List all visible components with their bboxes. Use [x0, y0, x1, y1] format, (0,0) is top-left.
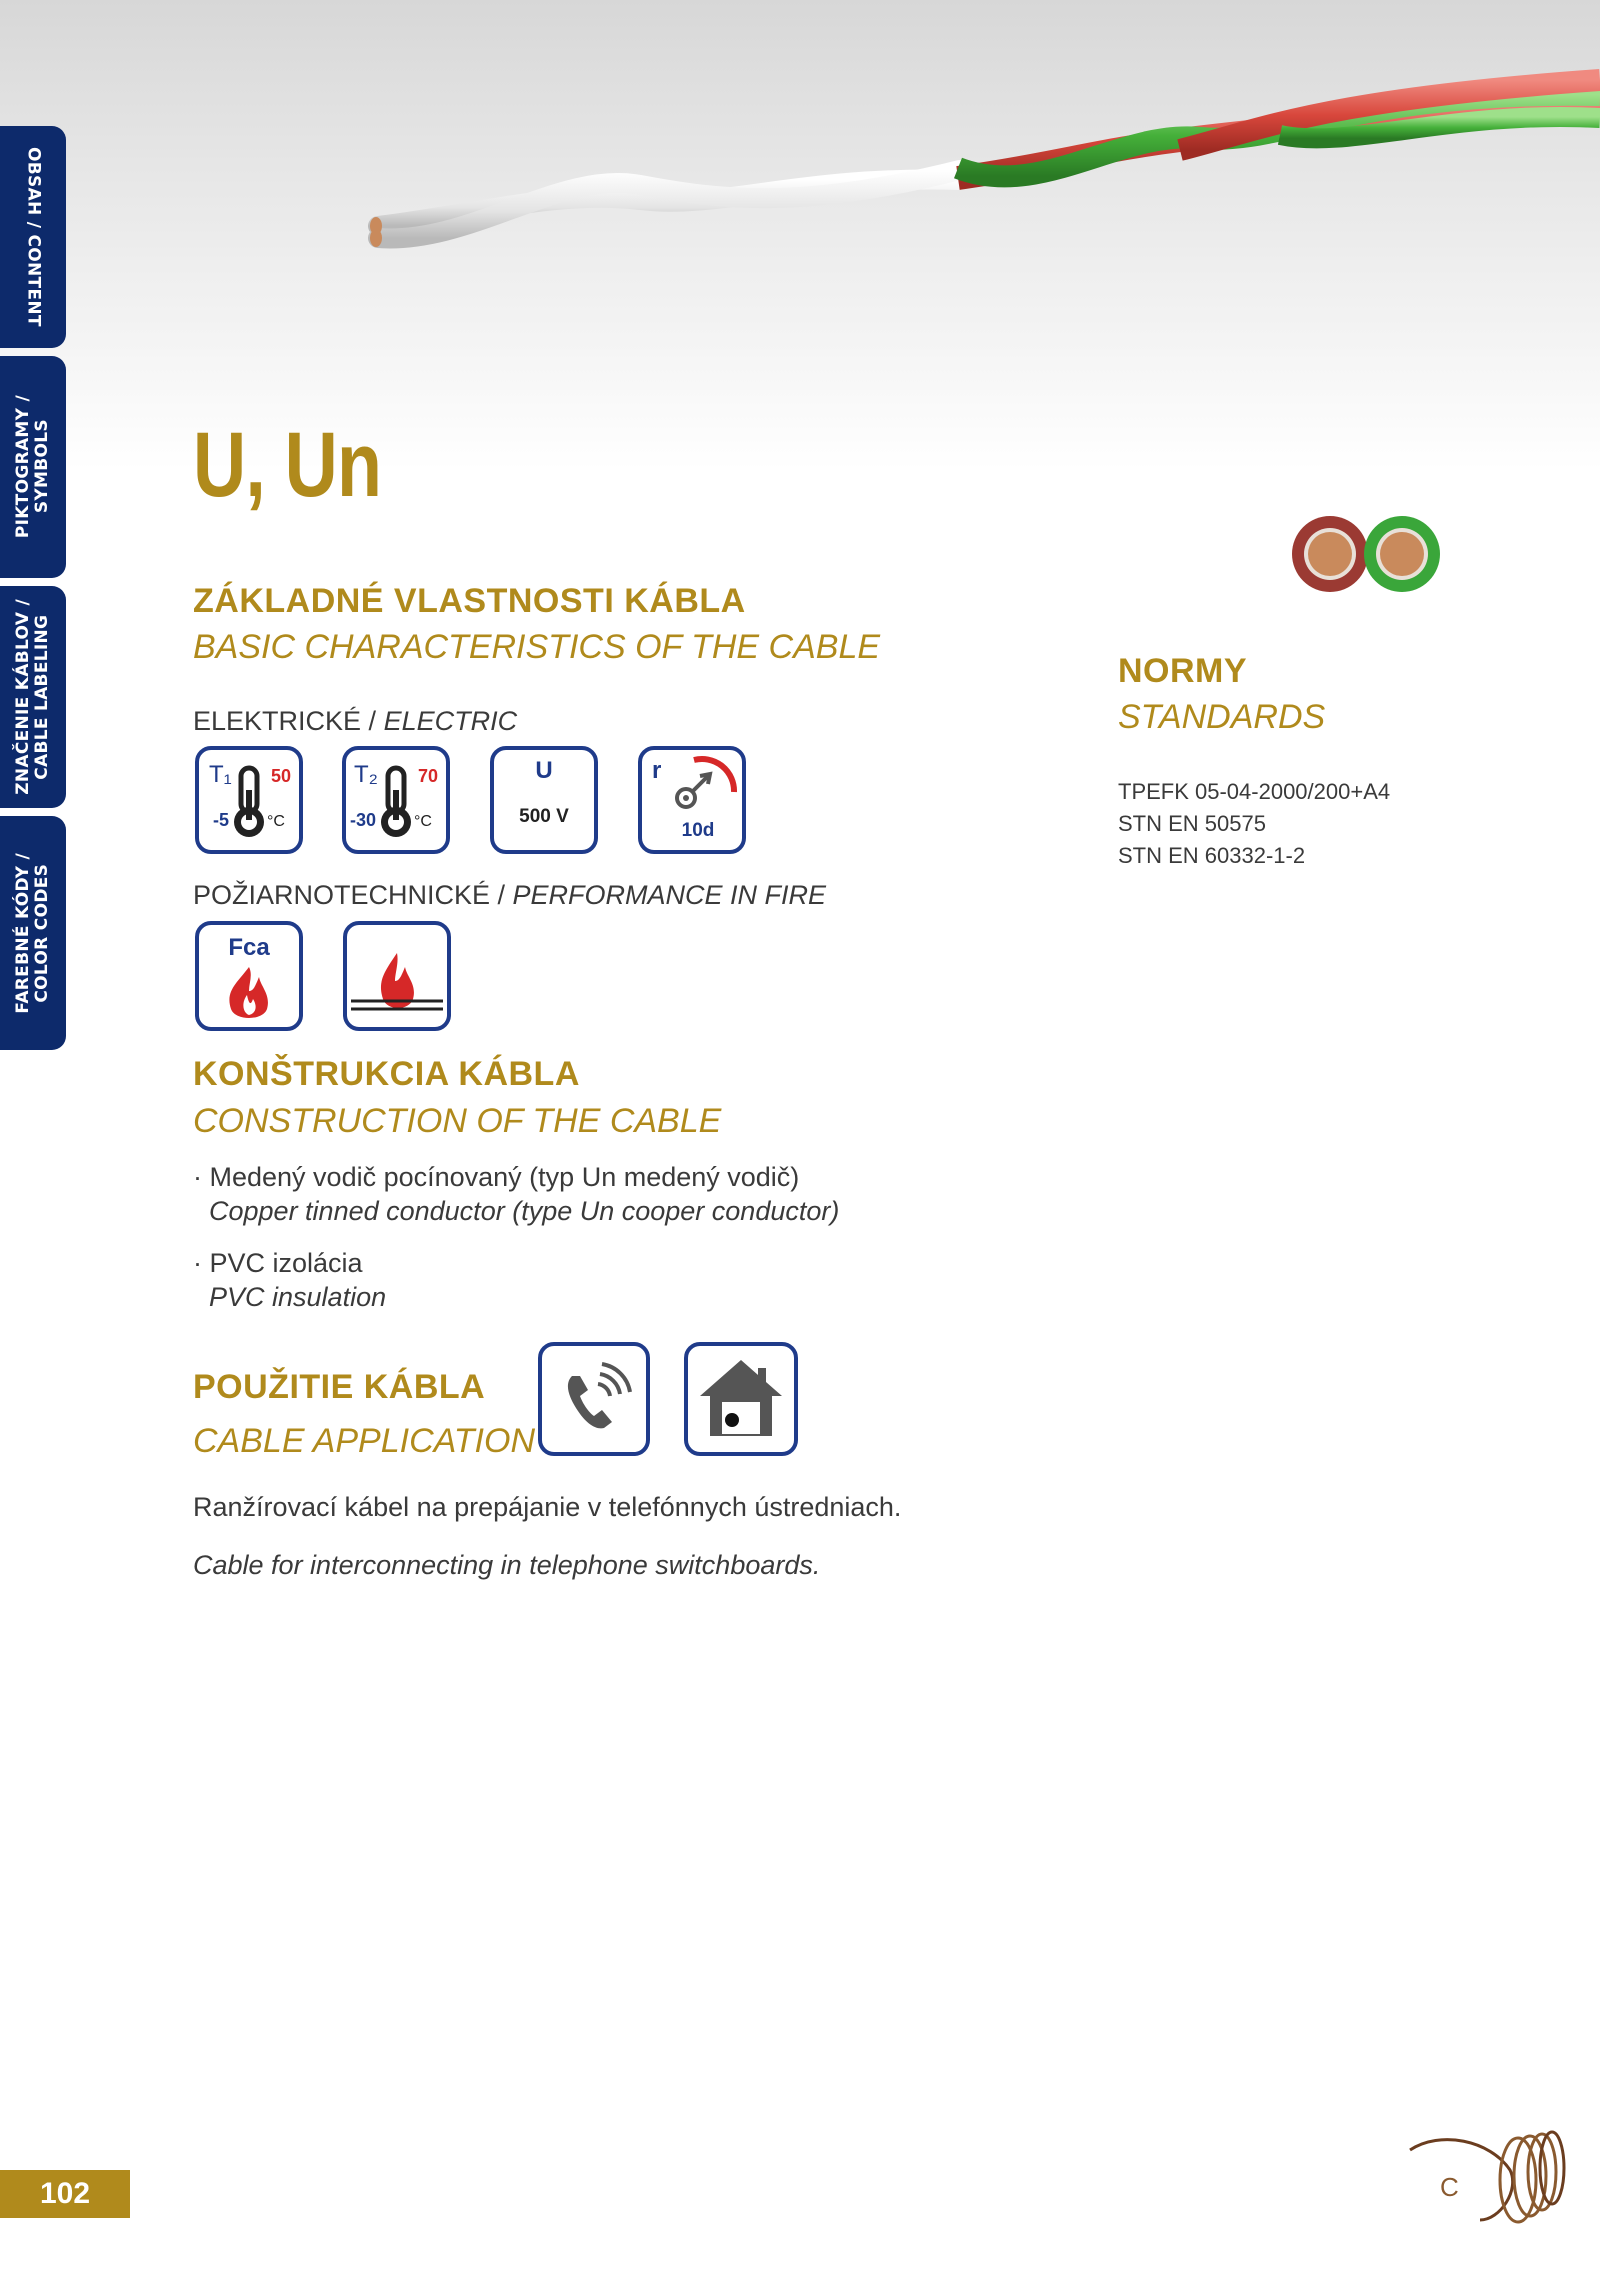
standard-item: STN EN 50575 — [1118, 811, 1266, 836]
fire-class-icon — [195, 921, 303, 1031]
electric-label-en: ELECTRIC — [383, 706, 518, 736]
construction-item-2 — [193, 1246, 386, 1314]
fire-label-en: PERFORMANCE IN FIRE — [512, 880, 827, 910]
tab-symbols-label: PIKTOGRAMY / SYMBOLS — [13, 395, 52, 539]
voltage-icon — [490, 746, 598, 854]
page-title: U, Un — [193, 414, 382, 516]
standard-item: TPEFK 05-04-2000/200+A4 — [1118, 779, 1391, 804]
construction-subtitle: CONSTRUCTION OF THE CABLE — [193, 1102, 722, 1140]
tab-cable-labeling-label: ZNAČENIE KÁBLOV / CABLE LABELING — [13, 599, 52, 795]
standard-item: STN EN 60332-1-2 — [1118, 843, 1306, 868]
t2-unit: °C — [414, 813, 432, 830]
telephone-icon — [538, 1342, 650, 1456]
indoor-house-icon — [684, 1342, 798, 1456]
construction-item-1-en: Copper tinned conductor (type Un cooper conductor) — [209, 1196, 840, 1226]
radius-name: r — [652, 757, 662, 784]
t1-unit: °C — [267, 813, 285, 830]
voltage-value: 500 V — [519, 806, 569, 827]
tab-symbols[interactable] — [0, 356, 66, 578]
application-text-sk: Ranžírovací kábel na prepájanie v telefónnych ústredniach. — [193, 1492, 902, 1522]
company-logo — [1400, 2110, 1570, 2250]
application-subtitle: CABLE APPLICATION — [193, 1422, 535, 1460]
application-title: POUŽITIE KÁBLA — [193, 1368, 486, 1406]
tab-color-codes-label: FAREBNÉ KÓDY / COLOR CODES — [13, 852, 52, 1014]
radius-value: 10d — [681, 820, 715, 841]
tab-content-label: OBSAH / CONTENT — [23, 147, 44, 327]
basic-characteristics-title: ZÁKLADNÉ VLASTNOSTI KÁBLA — [193, 582, 746, 620]
twisted-cable-illustration — [0, 0, 1600, 470]
construction-item-1-sk: · Medený vodič pocínovaný (typ Un medený vodič) — [193, 1162, 800, 1192]
construction-item-1 — [193, 1160, 839, 1228]
t1-max: 50 — [271, 766, 292, 786]
t2-name: T₂ — [354, 761, 378, 788]
t1-min: -5 — [213, 810, 230, 830]
tab-cable-labeling[interactable] — [0, 586, 66, 808]
fire-class-label: Fca — [228, 934, 270, 961]
temperature-t2-icon — [342, 746, 450, 854]
standards-list — [1118, 776, 1390, 872]
basic-characteristics-subtitle: BASIC CHARACTERISTICS OF THE CABLE — [193, 628, 881, 666]
construction-title: KONŠTRUKCIA KÁBLA — [193, 1055, 580, 1093]
hero-cable-image — [0, 0, 1600, 470]
temperature-t1-icon — [195, 746, 303, 854]
tab-color-codes[interactable] — [0, 816, 66, 1050]
voltage-name: U — [535, 757, 553, 784]
tab-content[interactable] — [0, 126, 66, 348]
electric-label-sk: ELEKTRICKÉ / — [193, 706, 384, 736]
cable-cross-section-icon — [1290, 512, 1446, 596]
electric-label — [193, 706, 517, 737]
standards-subtitle: STANDARDS — [1118, 698, 1326, 736]
construction-item-2-sk: · PVC izolácia — [193, 1248, 363, 1278]
flame-spread-icon — [343, 921, 451, 1031]
standards-title: NORMY — [1118, 652, 1248, 690]
fire-label — [193, 880, 826, 911]
page-number: 102 — [0, 2170, 130, 2218]
application-text-en: Cable for interconnecting in telephone switchboards. — [193, 1550, 821, 1580]
t2-max: 70 — [418, 766, 439, 786]
t1-name: T₁ — [209, 761, 232, 788]
construction-item-2-en: PVC insulation — [209, 1282, 387, 1312]
fire-label-sk: POŽIARNOTECHNICKÉ / — [193, 880, 513, 910]
logo-letter: C — [1440, 2172, 1459, 2202]
t2-min: -30 — [350, 810, 377, 830]
bending-radius-icon — [638, 746, 746, 854]
